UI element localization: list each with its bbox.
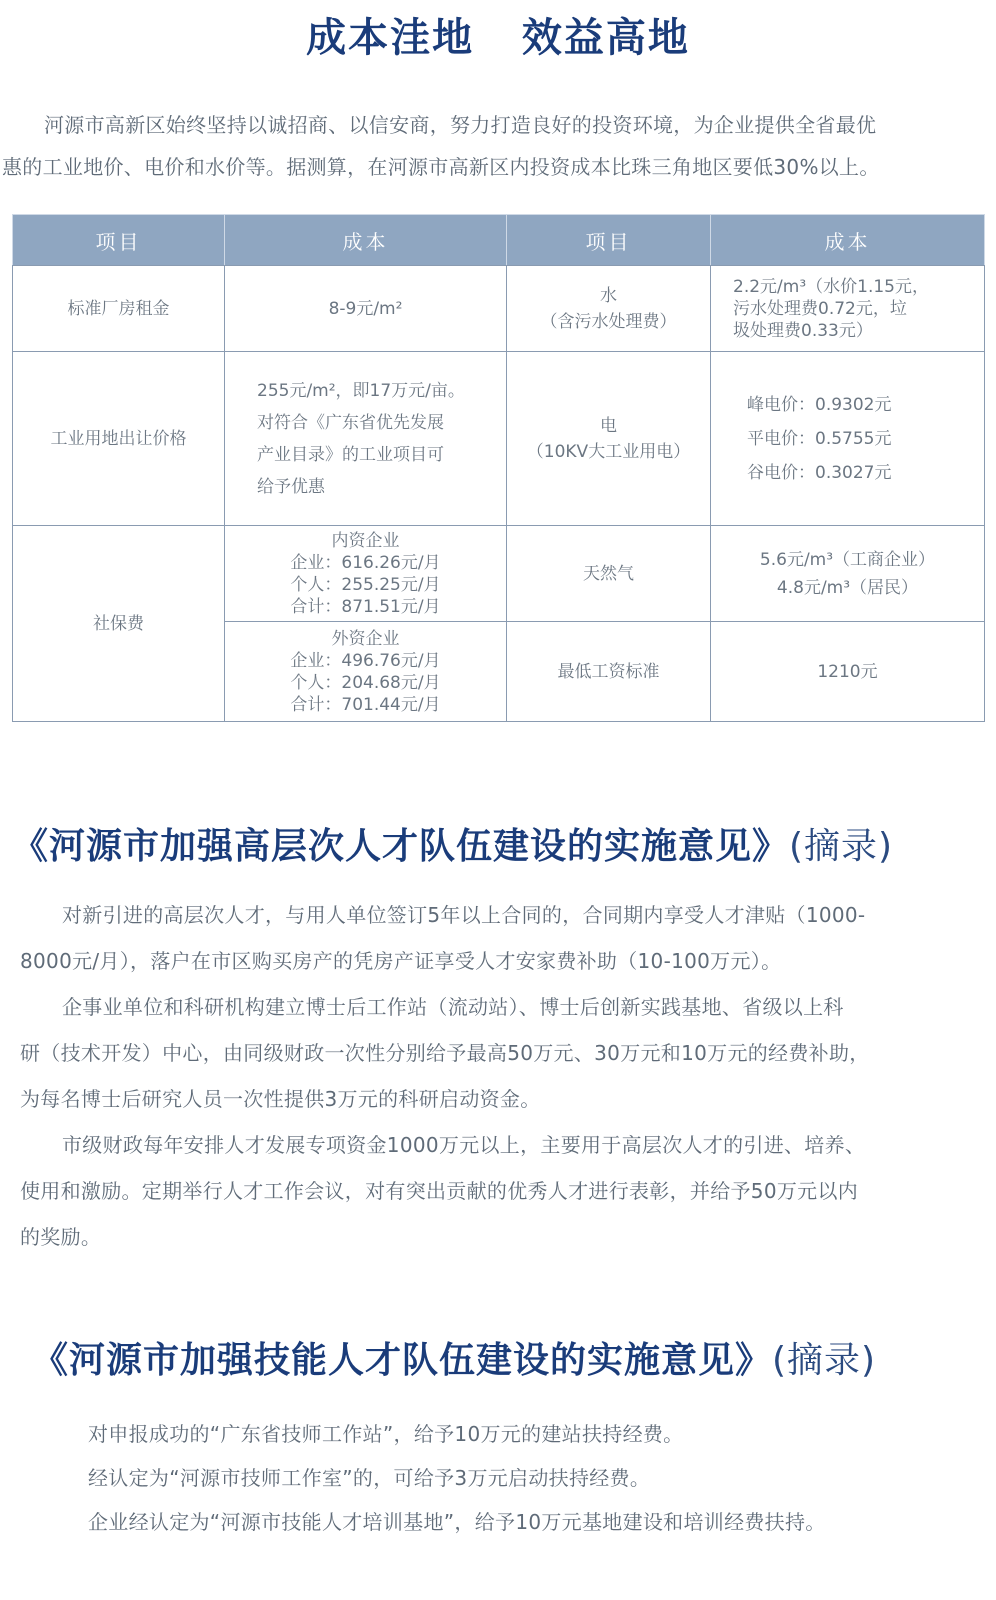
cell-rent-value: 8-9元/m² bbox=[225, 266, 507, 352]
cell-power-label: 电 （10KV大工业用电） bbox=[507, 352, 711, 526]
header-item: 项目 bbox=[507, 215, 711, 266]
cell-gas-label: 天然气 bbox=[507, 526, 711, 622]
cell-foreign: 外资企业 企业：496.76元/月 个人：204.68元/月 合计：701.44元/月 bbox=[225, 622, 507, 722]
cell-land-value: 255元/m²，即17万元/亩。 对符合《广东省优先发展 产业目录》的工业项目可 给予优惠 bbox=[225, 352, 507, 526]
paragraph-line: 企事业单位和科研机构建立博士后工作站（流动站）、博士后创新实践基地、省级以上科 bbox=[62, 995, 844, 1019]
cell-social-label: 社保费 bbox=[13, 526, 225, 722]
paragraph-line: 8000元/月），落户在市区购买房产的凭房产证享受人才安家费补助（10-100万元）。 bbox=[20, 949, 782, 973]
paragraph-line: 使用和激励。定期举行人才工作会议，对有突出贡献的优秀人才进行表彰，并给予50万元以内 bbox=[20, 1179, 859, 1203]
high-talent-body bbox=[20, 892, 980, 1260]
cell-rent-label: 标准厂房租金 bbox=[13, 266, 225, 352]
cell-wage-label: 最低工资标准 bbox=[507, 622, 711, 722]
table-row bbox=[13, 526, 985, 622]
cost-table bbox=[12, 214, 985, 722]
cell-power-value: 峰电价：0.9302元 平电价：0.5755元 谷电价：0.3027元 bbox=[711, 352, 985, 526]
paragraph-line: 对新引进的高层次人才，与用人单位签订5年以上合同的，合同期内享受人才津贴（1000- bbox=[62, 903, 866, 927]
paragraph-line: 经认定为“河源市技师工作室”的，可给予3万元启动扶持经费。 bbox=[88, 1466, 651, 1490]
paragraph-line: 企业经认定为“河源市技能人才培训基地”，给予10万元基地建设和培训经费扶持。 bbox=[88, 1510, 826, 1534]
paragraph-line: 市级财政每年安排人才发展专项资金1000万元以上，主要用于高层次人才的引进、培养、 bbox=[62, 1133, 866, 1157]
cell-water-value: 2.2元/m³（水价1.15元， 污水处理费0.72元，垃 圾处理费0.33元） bbox=[711, 266, 985, 352]
cell-domestic: 内资企业 企业：616.26元/月 个人：255.25元/月 合计：871.51元/月 bbox=[225, 526, 507, 622]
table-header-row bbox=[13, 215, 985, 266]
header-cost: 成本 bbox=[711, 215, 985, 266]
section-title-skill-talent: 《河源市加强技能人才队伍建设的实施意见》(摘录) bbox=[32, 1340, 877, 1381]
skill-talent-body bbox=[88, 1412, 988, 1544]
paragraph-line: 研（技术开发）中心，由同级财政一次性分别给予最高50万元、30万元和10万元的经费补助， bbox=[20, 1041, 870, 1065]
section-title-high-talent: 《河源市加强高层次人才队伍建设的实施意见》(摘录) bbox=[12, 826, 894, 867]
paragraph-line: 为每名博士后研究人员一次性提供3万元的科研启动资金。 bbox=[20, 1087, 541, 1111]
header-item: 项目 bbox=[13, 215, 225, 266]
intro-line: 河源市高新区始终坚持以诚招商、以信安商，努力打造良好的投资环境，为企业提供全省最优 bbox=[44, 113, 877, 137]
intro-paragraph bbox=[2, 104, 992, 188]
intro-line: 惠的工业地价、电价和水价等。据测算，在河源市高新区内投资成本比珠三角地区要低30%以上。 bbox=[2, 155, 880, 179]
header-cost: 成本 bbox=[225, 215, 507, 266]
cell-water-label: 水 （含污水处理费） bbox=[507, 266, 711, 352]
table-row bbox=[13, 352, 985, 526]
cell-gas-value: 5.6元/m³（工商企业） 4.8元/m³（居民） bbox=[711, 526, 985, 622]
table-row bbox=[13, 266, 985, 352]
cell-wage-value: 1210元 bbox=[711, 622, 985, 722]
cell-land-label: 工业用地出让价格 bbox=[13, 352, 225, 526]
paragraph-line: 的奖励。 bbox=[20, 1225, 102, 1249]
paragraph-line: 对申报成功的“广东省技师工作站”，给予10万元的建站扶持经费。 bbox=[88, 1422, 684, 1446]
section-title-cost: 成本洼地 效益高地 bbox=[306, 15, 690, 61]
